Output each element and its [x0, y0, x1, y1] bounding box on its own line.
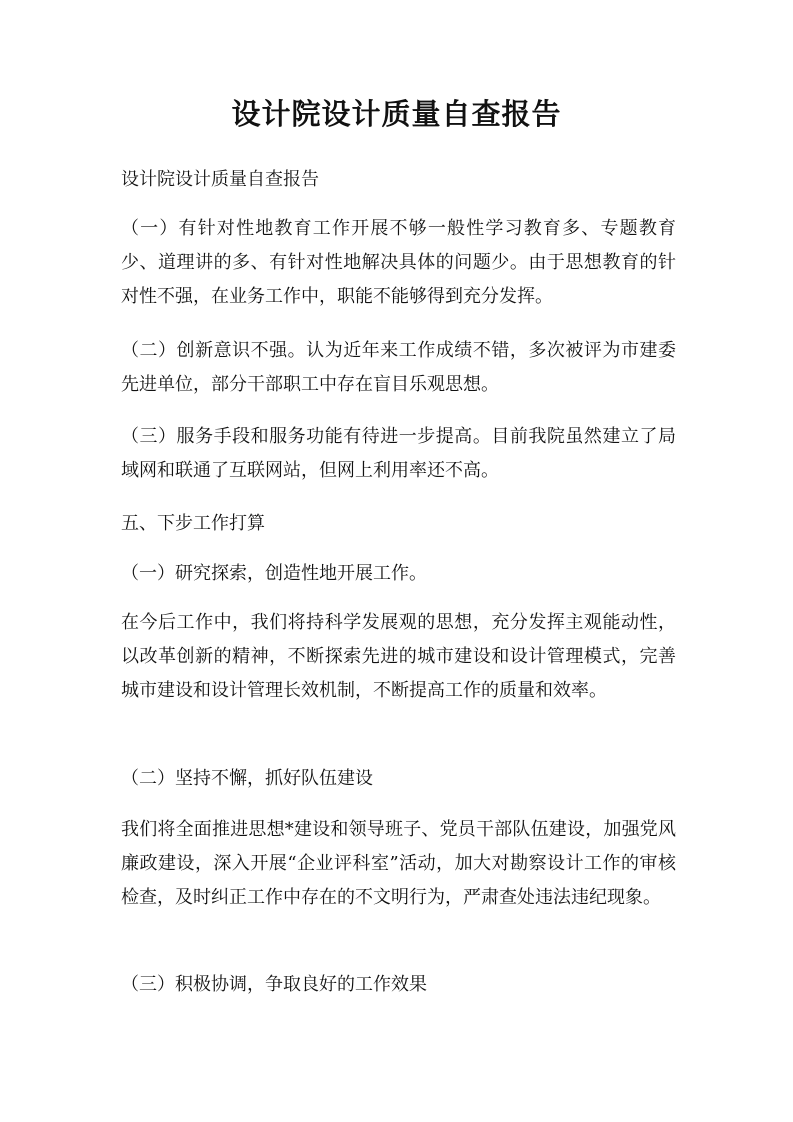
paragraph-plan-2-body: 我们将全面推进思想*建设和领导班子、党员干部队伍建设，加强党风廉政建设，深入开展“企业评科室”活动，加大对勘察设计工作的审核检查，及时纠正工作中存在的不文明行为，严肃查处违法违纪现象。	[121, 819, 676, 908]
paragraph-plan-2-heading: （二）坚持不懈，抓好队伍建设	[121, 768, 373, 789]
section-heading-next-steps: 五、下步工作打算	[121, 513, 265, 534]
document-title: 设计院设计质量自查报告	[231, 97, 562, 131]
paragraph-item-1: （一）有针对性地教育工作开展不够一般性学习教育多、专题教育少、道理讲的多、有针对性地解决具体的问题少。由于思想教育的针对性不强，在业务工作中，职能不能够得到充分发挥。	[121, 218, 676, 307]
paragraph-plan-1-body: 在今后工作中，我们将持科学发展观的思想，充分发挥主观能动性，以改革创新的精神，不断探索先进的城市建设和设计管理模式，完善城市建设和设计管理长效机制，不断提高工作的质量和效率。	[121, 612, 676, 701]
paragraph-subtitle: 设计院设计质量自查报告	[121, 169, 319, 190]
paragraph-item-2: （二）创新意识不强。认为近年来工作成绩不错，多次被评为市建委先进单位，部分干部职工中存在盲目乐观思想。	[121, 340, 676, 395]
paragraph-plan-1-heading: （一）研究探索，创造性地开展工作。	[121, 563, 427, 584]
paragraph-item-3: （三）服务手段和服务功能有待进一步提高。目前我院虽然建立了局域网和联通了互联网站，但网上利用率还不高。	[121, 426, 676, 481]
paragraph-plan-3-heading: （三）积极协调，争取良好的工作效果	[121, 974, 427, 995]
